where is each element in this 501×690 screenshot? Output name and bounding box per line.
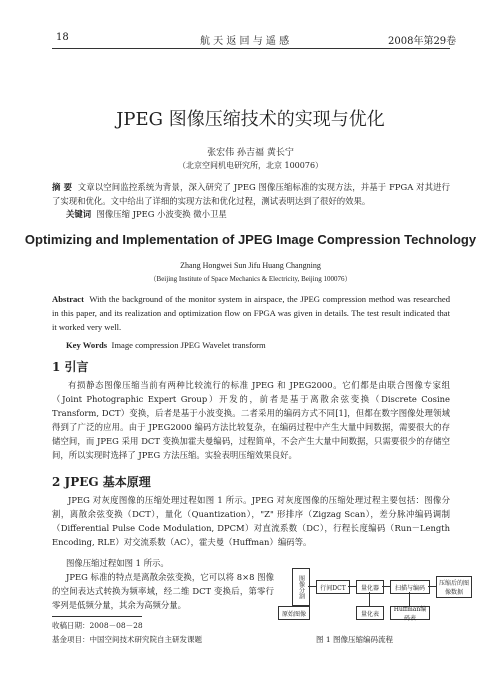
fig-output-box: 压缩后的图像数据 [436, 576, 472, 598]
section-2-text-3: JPEG 标准的特点是离散余弦变换，它可以将 8×8 图像的空间表达式转换为频率域，经二维 DCT 变换后，第零行零列是低频分量，其余为高频分量。 [52, 572, 274, 610]
abstract-cn-label: 摘 要 [52, 182, 73, 192]
figure-1 [274, 558, 474, 624]
section-1-title: 1 引言 [52, 360, 89, 374]
fig-source-image-box: 原始图像 [278, 606, 310, 620]
fig-scan-box: 扫描与编码 [390, 580, 430, 594]
section-1-text: 有损静态图像压缩当前有两种比较流行的标准 JPEG 和 JPEG2000。它们都是由联合图像专家组（Joint Photographic Expert Group）开发的，前者是基于离散余弦变换（Discrete Cosine Transform, DCT）变换，后者是基于小波变换。二者采用的编码方式不同[1]，但都在数字图像处理领域得到了广泛的应用。由于 JPEG2000 编码方法比较复杂，在编码过程中产生大量中间数据，需要很大的存储空间，而 JPEG 采用 DCT 变换加霍夫曼编码，过程简单，不会产生大量中间数据，只需要很少的存储空间，所以实现时选择了 JPEG 方法压缩。实验表明压缩效果良好。 [52, 380, 450, 460]
fig-htable-box: Huffman编码表 [390, 606, 430, 620]
english-authors: Zhang Hongwei Sun Jifu Huang Changning [180, 261, 321, 270]
abstract-en [52, 292, 450, 334]
abstract-en-label: Abstract [52, 294, 84, 304]
footnote-received: 收稿日期：2008－08－28 [52, 621, 143, 630]
fig-arrow-4 [428, 586, 436, 587]
fig-arrow-2 [348, 586, 356, 587]
footnote-fund: 基金项目：中国空间技术研究院自主研发课题 [52, 635, 202, 644]
header-issue: 2008年第29卷 [388, 36, 457, 47]
keywords-cn-label: 关键词 [66, 209, 92, 219]
paper-title: JPEG 图像压缩技术的实现与优化 [116, 109, 385, 130]
header-rule [52, 48, 450, 49]
abstract-en-text: With the background of the monitor system in airspace, the JPEG compression method was researched in this paper, and its realization and optimization flow on FPGA was given in details. The test result indicated that it worked very well. [52, 294, 450, 332]
authors: 张宏伟 孙吉福 黄长宁 [207, 148, 294, 158]
figure-1-caption: 图 1 图像压缩编码流程 [316, 635, 394, 644]
section-2-text-2: 图像压缩过程如图 1 所示。 [66, 558, 169, 568]
abstract-cn-text: 文章以空间监控系统为背景，深入研究了 JPEG 图像压缩标准的实现方法，并基于 FPGA 对其进行了实现和优化。文中给出了详细的实现方法和优化过程，测试表明达到了很好的效果。 [52, 182, 450, 206]
abstract-cn [52, 180, 450, 208]
english-title: Optimizing and Implementation of JPEG Image Compression Technology [24, 232, 477, 247]
fig-qtable-box: 量化表 [356, 606, 384, 620]
keywords-cn-line [66, 207, 446, 221]
footnote-rule [52, 616, 142, 617]
keywords-en-text: Image compression JPEG Wavelet transform [111, 340, 266, 350]
fig-line-q [369, 592, 370, 606]
fig-quant-box: 量化器 [356, 580, 384, 594]
english-affiliation: （Beijing Institute of Space Mechanics & Electricity, Beijing 100076） [149, 275, 352, 283]
fig-dct-box: 行间DCT [316, 580, 350, 594]
affiliation: （北京空间机电研究所，北京 100076） [177, 161, 324, 170]
keywords-cn-text: 图像压缩 JPEG 小波变换 微小卫星 [96, 209, 227, 219]
keywords-en-line [66, 338, 446, 352]
fig-arrow-3 [382, 586, 390, 587]
fig-split-box: 图像分割 [292, 568, 310, 606]
header-page-number: 18 [56, 32, 69, 43]
header-journal: 航 天 返 回 与 遥 感 [200, 36, 290, 47]
section-2-title: 2 JPEG 基本原理 [52, 475, 151, 489]
fig-arrow-1 [308, 586, 316, 587]
keywords-en-label: Key Words [66, 340, 108, 350]
section-2-text: JPEG 对灰度图像的压缩处理过程如图 1 所示。JPEG 对灰度图像的压缩处理过程主要包括：图像分割，离散余弦变换（DCT），量化（Quantization），"Z" 形排序（Zigzag Scan），差分脉冲编码调制（Differential Pulse Code Modulation, DPCM）对直流系数（DC），行程长度编码（Run－Length Encoding, RLE）对交流系数（AC），霍夫曼（Huffman）编码等。 [52, 495, 450, 547]
